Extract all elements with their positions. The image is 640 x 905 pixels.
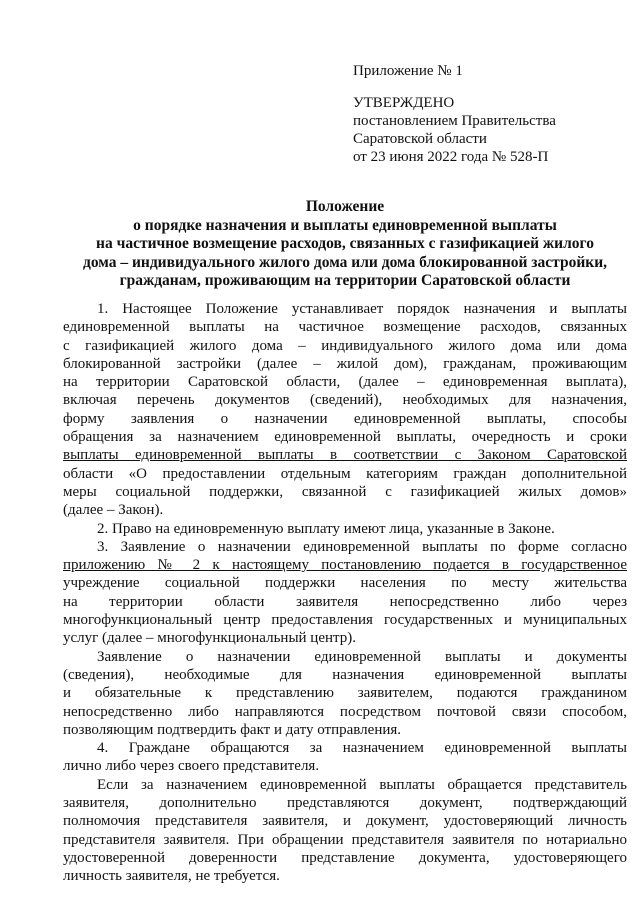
text-line: форму заявления о назначении единовременной выплаты, способы bbox=[63, 410, 627, 427]
approved-label: УТВЕРЖДЕНО bbox=[353, 95, 455, 111]
approval-line-2: Саратовской области bbox=[353, 131, 487, 147]
text-line: (далее – Закон). bbox=[63, 502, 164, 519]
paragraph-1 bbox=[63, 300, 627, 520]
text-line: 3. Заявление о назначении единовременной выплаты по форме согласно bbox=[97, 538, 627, 555]
text-line: лично либо через своего представителя. bbox=[63, 758, 320, 775]
text-line: позволяющим подтвердить факт и дату отправления. bbox=[63, 721, 402, 738]
text-line: блокированной застройки (далее – жилой дом), гражданам, проживающим bbox=[63, 355, 627, 372]
paragraph-4-2 bbox=[63, 776, 627, 886]
heading-line: о порядке назначения и выплаты единовременной выплаты bbox=[133, 216, 557, 234]
text-line: области «О предоставлении отдельным категориям граждан дополнительной bbox=[63, 465, 627, 482]
text-line: единовременной выплаты на частичное возмещение расходов, связанных bbox=[63, 319, 627, 336]
text-line: личность заявителя, не требуется. bbox=[63, 868, 280, 885]
text-line: (сведения), необходимые для назначения единовременной выплаты bbox=[63, 666, 627, 683]
paragraph-4 bbox=[63, 739, 627, 776]
text-line: на территории Саратовской области, (далее – единовременная выплата), bbox=[63, 374, 627, 391]
text-line: Заявление о назначении единовременной выплаты и документы bbox=[97, 648, 627, 665]
text-line: с газификацией жилого дома – индивидуального жилого дома или дома bbox=[63, 337, 627, 354]
heading-line: дома – индивидуального жилого дома или дома блокированной застройки, bbox=[82, 253, 608, 271]
text-line-appendix-reference: приложению № 2 к настоящему постановлению подается в государственное bbox=[63, 557, 627, 574]
text-line: 4. Граждане обращаются за назначением единовременной выплаты bbox=[97, 740, 627, 757]
paragraph-3-2 bbox=[63, 648, 627, 739]
heading-line: гражданам, проживающим на территории Саратовской области bbox=[119, 272, 571, 289]
paragraph-3 bbox=[63, 538, 627, 648]
text-line: на территории области заявителя непосредственно либо через bbox=[63, 593, 627, 610]
heading-line: на частичное возмещение расходов, связанных с газификацией жилого bbox=[96, 235, 594, 252]
text-line: Если за назначением единовременной выплаты обращается представитель bbox=[97, 776, 627, 793]
text-line: удостоверенной доверенности представление документа, удостоверяющего bbox=[63, 849, 627, 866]
document-heading bbox=[60, 198, 630, 291]
text-line: и обязательные к представлению заявителем, подаются гражданином bbox=[63, 685, 627, 702]
text-line: заявителя, дополнительно представляются документ, подтверждающий bbox=[63, 795, 627, 812]
text-line-law-reference: выплаты единовременной выплаты в соответствии с Законом Саратовской bbox=[63, 447, 627, 464]
document-body bbox=[63, 300, 627, 886]
approval-block bbox=[353, 62, 613, 166]
appendix-label: Приложение № 1 bbox=[353, 63, 463, 79]
text-line: многофункциональный центр предоставления государственных и муниципальных bbox=[63, 612, 627, 629]
text-line: меры социальной поддержки, связанной с газификацией жилых домов» bbox=[63, 483, 627, 500]
text-line: включая перечень документов (сведений), необходимых для назначения, bbox=[63, 392, 627, 409]
text-line: 1. Настоящее Положение устанавливает порядок назначения и выплаты bbox=[97, 301, 627, 317]
document-title: Положение bbox=[305, 198, 385, 215]
paragraph-2 bbox=[63, 520, 627, 538]
text-line: услуг (далее – многофункциональный центр). bbox=[63, 630, 356, 647]
text-line: непосредственно либо направляются посредством почтовой связи способом, bbox=[63, 703, 627, 720]
approval-line-3: от 23 июня 2022 года № 528-П bbox=[353, 149, 549, 165]
text-line: обращения за назначением единовременной выплаты, очередность и сроки bbox=[63, 429, 627, 446]
approval-line-1: постановлением Правительства bbox=[353, 113, 556, 129]
text-line: полномочия представителя заявителя, и документ, удостоверяющий личность bbox=[63, 813, 627, 830]
text-line: учреждение социальной поддержки населения по месту жительства bbox=[63, 575, 627, 592]
text-line: 2. Право на единовременную выплату имеют лица, указанные в Законе. bbox=[97, 520, 555, 537]
text-line: представителя заявителя. При обращении представителя заявителя по нотариально bbox=[63, 831, 627, 848]
